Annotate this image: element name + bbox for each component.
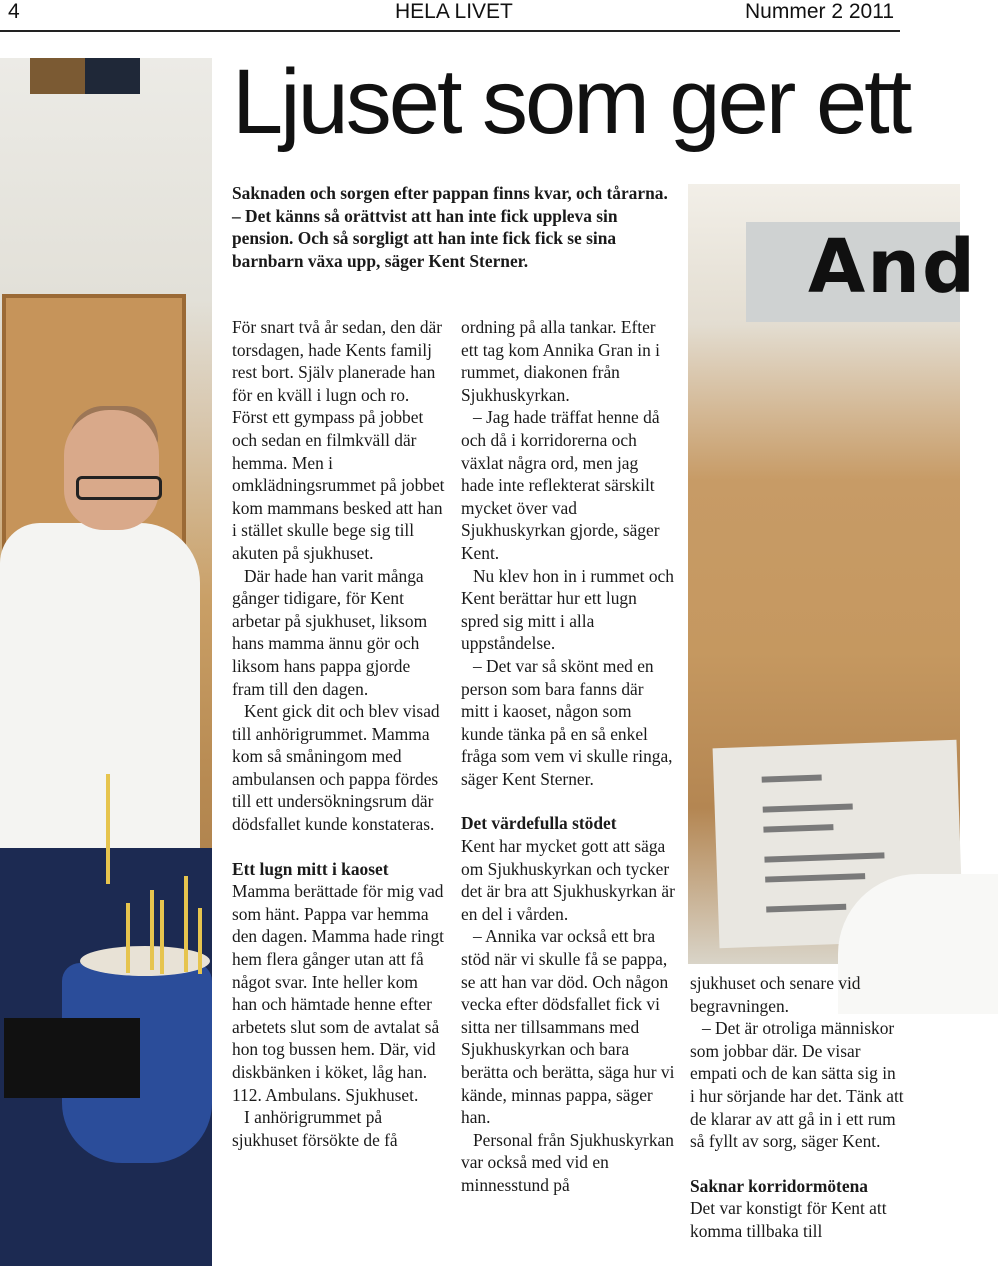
text-column-3: [690, 972, 904, 1243]
paragraph: – Annika var också ett bra stöd när vi skulle få se pappa, se att han var död. Och någon vecka efter dödsfallet fick vi sitta ner tillsammans med Sjukhuskyrkan och bara berätta och berätta, säga hur vi kände, minnas pappa, säger han.: [461, 926, 675, 1128]
lead-line-2: – Det känns så orättvist att han inte fick uppleva sin pension. Och så sorgligt att han inte fick fick se sina barnbarn växa upp, säger Kent Sterner.: [232, 205, 618, 271]
paragraph: – Det var så skönt med en person som bara fanns där mitt i kaoset, någon som kunde tänka på en så enkel fråga som vem vi skulle ringa, säger Kent Sterner.: [461, 655, 673, 789]
paragraph: Mamma berättade för mig vad som hänt. Pappa var hemma den dagen. Mamma hade ringt hem flera gånger utan att få något svar. Inte heller kom han och hämtade henne efter arbetets slut som de avtalat så hon tog bussen hem. Där, vid diskbänken i köket, låg han. 112. Ambulans. Sjukhuset.: [232, 881, 444, 1105]
header-rule: [0, 30, 900, 32]
photo-man-lighting-candles: [0, 58, 212, 1266]
subheading: Det värdefulla stödet: [461, 813, 617, 834]
paragraph: Nu klev hon in i rummet och Kent berättar hur ett lugn spred sig mitt i alla uppståndelse.: [461, 565, 674, 654]
headline: Ljuset som ger ett: [232, 51, 910, 153]
photo-chapel-door: [688, 184, 977, 964]
paragraph: Kent har mycket gott att säga om Sjukhuskyrkan och tycker det är bra att Sjukhuskyrkan är en del i vården.: [461, 836, 675, 924]
subheading: Ett lugn mitt i kaoset: [232, 858, 389, 879]
paragraph: Där hade han varit många gånger tidigare, för Kent arbetar på sjukhuset, liksom hans mamma ännu gör och liksom hans pappa gjorde fram till den dagen.: [232, 565, 428, 699]
paragraph: – Jag hade träffat henne då och då i korridorerna och växlat några ord, men jag hade inte reflekterat särskilt mycket över vad Sjukhuskyrkan gjorde, säger Kent.: [461, 407, 660, 563]
page-number: 4: [8, 0, 20, 23]
paragraph: – Det är otroliga människor som jobbar där. De visar empati och de kan sätta sig in i hur sörjande har det. Tänk att de klarar av att gå in i ett rum så fyllt av sorg, säger Kent.: [690, 1018, 904, 1152]
door-sign-text: And: [808, 224, 977, 310]
text-column-1: [232, 316, 446, 1151]
paragraph: sjukhuset och senare vid begravningen.: [690, 973, 861, 1016]
issue-label: Nummer 2 2011: [744, 0, 894, 23]
paragraph: ordning på alla tankar. Efter ett tag kom Annika Gran in i rummet, diakonen från Sjukhuskyrkan.: [461, 317, 660, 405]
paragraph: Personal från Sjukhuskyrkan var också med vid en minnesstund på: [461, 1129, 674, 1195]
paragraph: I anhörigrummet på sjukhuset försökte de få: [232, 1107, 398, 1150]
paragraph: Kent gick dit och blev visad till anhörigrummet. Mamma kom så småningom med ambulansen och pappa fördes till ett undersökningsrum där dödsfallet kunde konstateras.: [232, 701, 440, 835]
paragraph: Det var konstigt för Kent att komma tillbaka till: [690, 1198, 887, 1241]
text-column-2: [461, 316, 675, 1197]
lead-line-1: Saknaden och sorgen efter pappan finns kvar, och tårarna.: [232, 183, 668, 203]
lead-paragraph: [232, 182, 672, 272]
subheading: Saknar korridormötena: [690, 1175, 868, 1196]
section-name: HELA LIVET: [395, 0, 513, 23]
paragraph: För snart två år sedan, den där torsdagen, hade Kents familj rest bort. Själv planerade han för en kväll i lugn och ro. Först ett gympass på jobbet och sedan en filmkväll där hemma. Men i omklädningsrummet på jobbet kom mammans besked att han i stället skulle bege sig till akuten på sjukhuset.: [232, 317, 445, 563]
page-header: [0, 0, 900, 28]
